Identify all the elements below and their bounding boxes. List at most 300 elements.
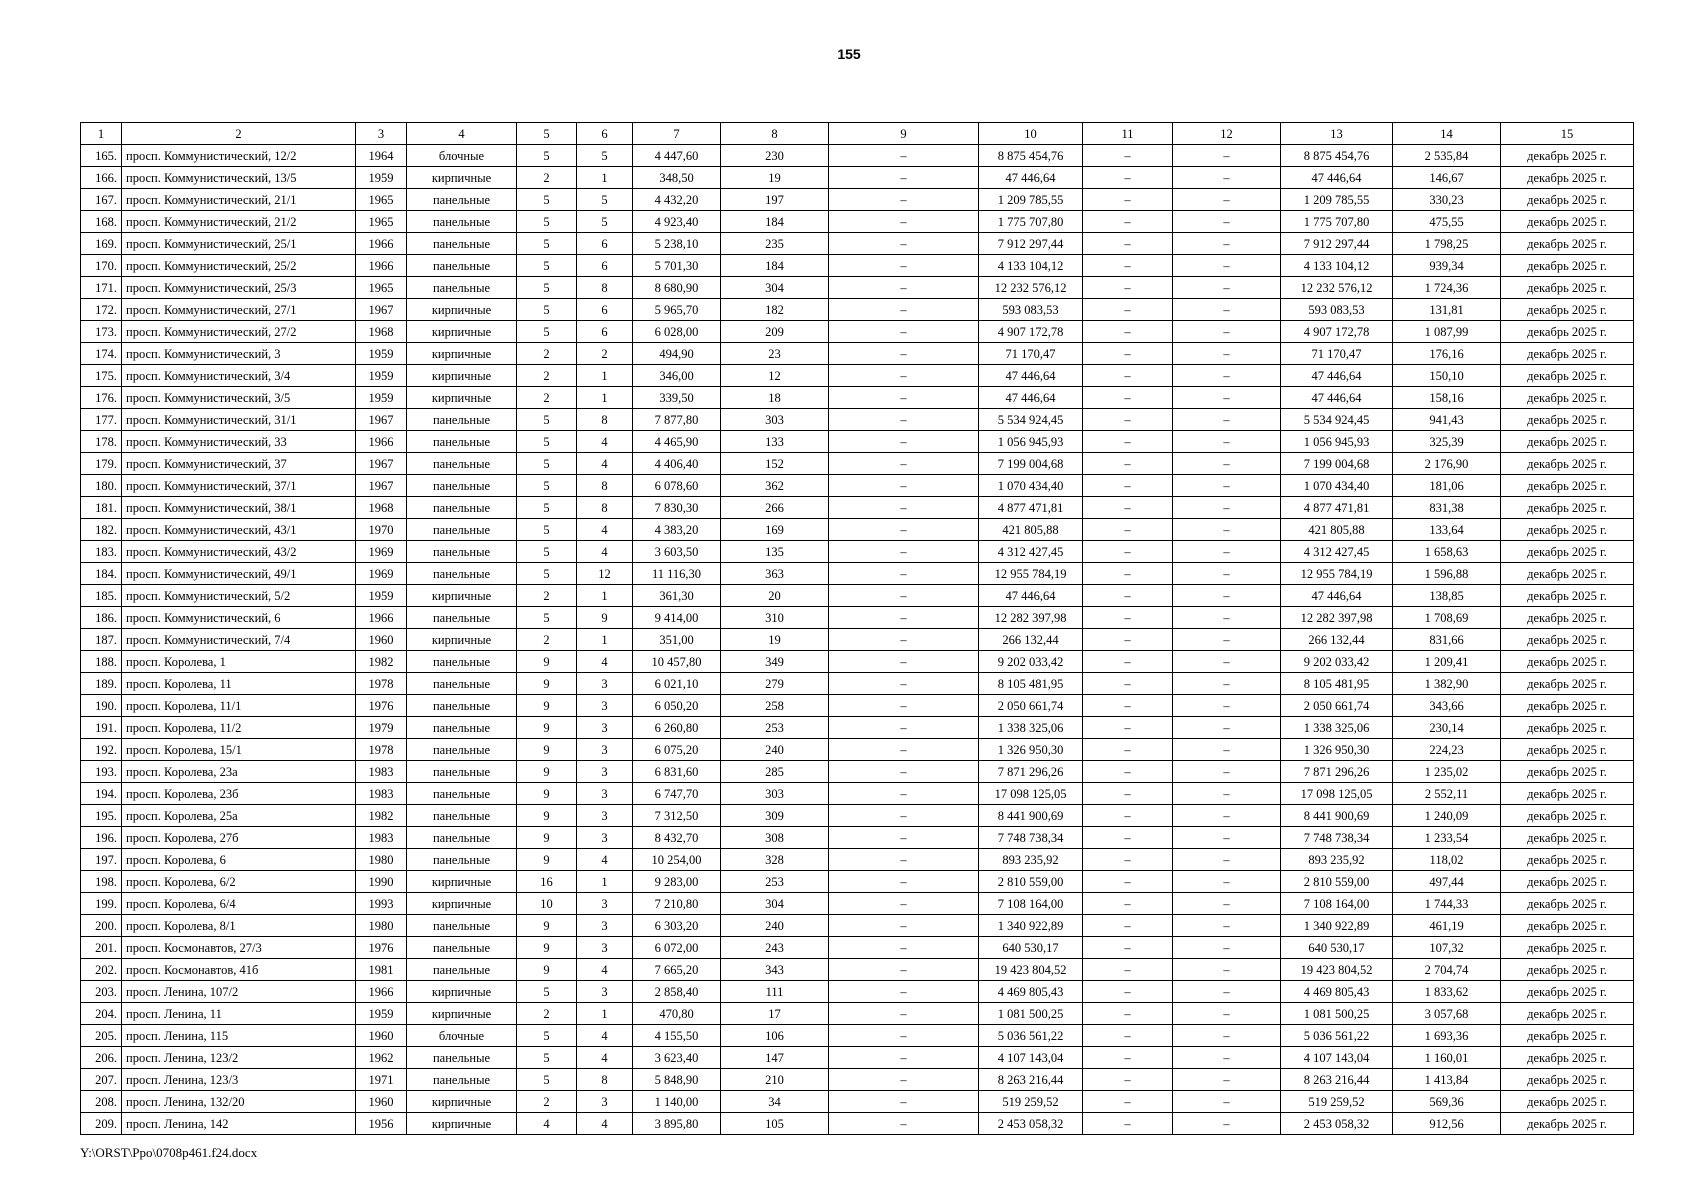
table-cell: 4 877 471,81 [1281, 497, 1393, 519]
table-cell: – [1173, 585, 1281, 607]
table-cell: 209 [721, 321, 829, 343]
table-cell: – [1083, 1091, 1173, 1113]
table-cell: 1960 [356, 1025, 407, 1047]
table-cell: 4 [577, 849, 633, 871]
table-cell: – [1173, 695, 1281, 717]
table-cell: 4 469 805,43 [1281, 981, 1393, 1003]
table-cell: – [1173, 673, 1281, 695]
table-cell: 9 [517, 673, 577, 695]
table-cell: панельные [407, 541, 517, 563]
column-number-5: 5 [517, 123, 577, 145]
table-cell: просп. Королева, 6 [122, 849, 356, 871]
table-cell: кирпичные [407, 585, 517, 607]
table-cell: декабрь 2025 г. [1501, 189, 1634, 211]
table-cell: 7 748 738,34 [1281, 827, 1393, 849]
table-cell: 1976 [356, 937, 407, 959]
table-cell: просп. Коммунистический, 37 [122, 453, 356, 475]
table-cell: декабрь 2025 г. [1501, 805, 1634, 827]
table-cell: 167. [81, 189, 122, 211]
table-cell: 6 303,20 [633, 915, 721, 937]
table-cell: 5 [577, 189, 633, 211]
table-cell: 172. [81, 299, 122, 321]
table-cell: 5 [517, 431, 577, 453]
table-cell: – [1173, 1113, 1281, 1135]
table-cell: 184 [721, 211, 829, 233]
table-cell: 12 282 397,98 [979, 607, 1083, 629]
table-cell: 182 [721, 299, 829, 321]
table-cell: 180. [81, 475, 122, 497]
table-cell: декабрь 2025 г. [1501, 607, 1634, 629]
table-cell: 6 050,20 [633, 695, 721, 717]
table-cell: просп. Коммунистический, 49/1 [122, 563, 356, 585]
table-cell: – [829, 255, 979, 277]
table-cell: – [1173, 783, 1281, 805]
table-cell: 133,64 [1393, 519, 1501, 541]
table-cell: 258 [721, 695, 829, 717]
table-cell: декабрь 2025 г. [1501, 959, 1634, 981]
table-cell: 4 447,60 [633, 145, 721, 167]
table-cell: 243 [721, 937, 829, 959]
table-cell: 1959 [356, 1003, 407, 1025]
table-cell: просп. Королева, 23б [122, 783, 356, 805]
table-cell: 1 [577, 365, 633, 387]
table-cell: 9 [517, 739, 577, 761]
table-cell: 4 133 104,12 [1281, 255, 1393, 277]
table-cell: панельные [407, 277, 517, 299]
table-cell: 253 [721, 871, 829, 893]
table-cell: 461,19 [1393, 915, 1501, 937]
table-cell: – [1173, 343, 1281, 365]
table-cell: – [829, 827, 979, 849]
table-cell: 12 [721, 365, 829, 387]
table-cell: – [1173, 387, 1281, 409]
table-cell: 1990 [356, 871, 407, 893]
table-cell: кирпичные [407, 387, 517, 409]
table-cell: декабрь 2025 г. [1501, 1091, 1634, 1113]
table-cell: 111 [721, 981, 829, 1003]
table-cell: 4 312 427,45 [979, 541, 1083, 563]
table-cell: просп. Коммунистический, 13/5 [122, 167, 356, 189]
table-row [81, 387, 1634, 409]
table-cell: панельные [407, 849, 517, 871]
table-cell: – [1083, 893, 1173, 915]
table-cell: декабрь 2025 г. [1501, 409, 1634, 431]
table-cell: 5 [517, 321, 577, 343]
table-cell: 519 259,52 [1281, 1091, 1393, 1113]
table-cell: 205. [81, 1025, 122, 1047]
table-cell: просп. Ленина, 115 [122, 1025, 356, 1047]
column-number-10: 10 [979, 123, 1083, 145]
table-cell: 5 [517, 519, 577, 541]
table-cell: 47 446,64 [1281, 365, 1393, 387]
table-cell: панельные [407, 189, 517, 211]
table-cell: 2 [517, 585, 577, 607]
table-cell: – [1083, 453, 1173, 475]
column-number-1: 1 [81, 123, 122, 145]
table-cell: 200. [81, 915, 122, 937]
table-cell: 12 232 576,12 [1281, 277, 1393, 299]
table-cell: – [1083, 937, 1173, 959]
table-row [81, 1091, 1634, 1113]
table-cell: – [829, 849, 979, 871]
table-cell: 330,23 [1393, 189, 1501, 211]
table-cell: 135 [721, 541, 829, 563]
table-cell: 6 075,20 [633, 739, 721, 761]
table-cell: – [829, 453, 979, 475]
table-cell: 1964 [356, 145, 407, 167]
table-row [81, 497, 1634, 519]
table-cell: кирпичные [407, 1003, 517, 1025]
table-cell: 5 [517, 475, 577, 497]
table-cell: 1 708,69 [1393, 607, 1501, 629]
table-row [81, 321, 1634, 343]
table-cell: – [829, 365, 979, 387]
table-cell: 170. [81, 255, 122, 277]
table-cell: 174. [81, 343, 122, 365]
table-cell: – [1173, 761, 1281, 783]
table-cell: 6 747,70 [633, 783, 721, 805]
table-cell: – [1083, 805, 1173, 827]
table-cell: – [829, 541, 979, 563]
table-cell: 362 [721, 475, 829, 497]
table-cell: 1976 [356, 695, 407, 717]
table-cell: 5 [517, 563, 577, 585]
table-cell: 310 [721, 607, 829, 629]
table-cell: 204. [81, 1003, 122, 1025]
table-cell: панельные [407, 805, 517, 827]
table-cell: 4 877 471,81 [979, 497, 1083, 519]
table-cell: – [1083, 277, 1173, 299]
table-cell: 640 530,17 [1281, 937, 1393, 959]
table-cell: 4 383,20 [633, 519, 721, 541]
table-cell: 3 057,68 [1393, 1003, 1501, 1025]
table-cell: 1 209 785,55 [1281, 189, 1393, 211]
table-cell: просп. Ленина, 123/2 [122, 1047, 356, 1069]
table-row [81, 167, 1634, 189]
table-cell: панельные [407, 409, 517, 431]
table-cell: 4 406,40 [633, 453, 721, 475]
table-cell: – [1173, 321, 1281, 343]
table-cell: 1 326 950,30 [1281, 739, 1393, 761]
table-cell: 20 [721, 585, 829, 607]
table-cell: 593 083,53 [1281, 299, 1393, 321]
table-cell: 1 070 434,40 [979, 475, 1083, 497]
table-cell: 939,34 [1393, 255, 1501, 277]
table-cell: 304 [721, 893, 829, 915]
table-cell: – [1083, 343, 1173, 365]
table-cell: – [1083, 849, 1173, 871]
table-cell: 47 446,64 [979, 365, 1083, 387]
table-cell: – [829, 387, 979, 409]
table-cell: 47 446,64 [979, 387, 1083, 409]
table-cell: – [829, 563, 979, 585]
table-cell: 7 108 164,00 [979, 893, 1083, 915]
table-cell: 5 [517, 607, 577, 629]
table-cell: 1 081 500,25 [979, 1003, 1083, 1025]
table-cell: 5 [517, 145, 577, 167]
table-cell: декабрь 2025 г. [1501, 717, 1634, 739]
table-cell: – [1083, 651, 1173, 673]
table-cell: – [1083, 717, 1173, 739]
table-row [81, 1047, 1634, 1069]
table-cell: 1 081 500,25 [1281, 1003, 1393, 1025]
table-cell: декабрь 2025 г. [1501, 431, 1634, 453]
table-cell: просп. Ленина, 132/20 [122, 1091, 356, 1113]
page-number: 155 [837, 46, 861, 62]
table-cell: 1967 [356, 475, 407, 497]
table-cell: 240 [721, 915, 829, 937]
table-cell: 2 [517, 629, 577, 651]
table-cell: – [1173, 1025, 1281, 1047]
table-cell: 1 [577, 1003, 633, 1025]
table-cell: 9 [517, 849, 577, 871]
table-cell: – [829, 607, 979, 629]
table-cell: 569,36 [1393, 1091, 1501, 1113]
table-cell: 17 [721, 1003, 829, 1025]
table-row [81, 1113, 1634, 1135]
table-cell: – [829, 1047, 979, 1069]
table-cell: 1966 [356, 233, 407, 255]
table-cell: 3 [577, 827, 633, 849]
table-cell: 6 [577, 233, 633, 255]
table-cell: 1 209,41 [1393, 651, 1501, 673]
table-cell: – [1083, 673, 1173, 695]
table-cell: – [829, 783, 979, 805]
table-cell: – [829, 189, 979, 211]
table-cell: 8 875 454,76 [1281, 145, 1393, 167]
table-cell: – [1173, 299, 1281, 321]
table-cell: 6 021,10 [633, 673, 721, 695]
table-cell: панельные [407, 827, 517, 849]
table-cell: 303 [721, 409, 829, 431]
table-cell: 831,66 [1393, 629, 1501, 651]
table-cell: 1967 [356, 453, 407, 475]
table-cell: 3 [577, 739, 633, 761]
table-cell: 240 [721, 739, 829, 761]
table-cell: – [1083, 1113, 1173, 1135]
table-body [81, 123, 1634, 1135]
table-cell: кирпичные [407, 321, 517, 343]
table-cell: 19 [721, 167, 829, 189]
table-cell: 2 [517, 365, 577, 387]
table-cell: 1 240,09 [1393, 805, 1501, 827]
table-cell: 1966 [356, 607, 407, 629]
table-cell: – [1083, 1069, 1173, 1091]
table-cell: 210 [721, 1069, 829, 1091]
table-cell: панельные [407, 739, 517, 761]
table-cell: панельные [407, 431, 517, 453]
table-cell: 4 [577, 1113, 633, 1135]
table-row [81, 233, 1634, 255]
table-cell: декабрь 2025 г. [1501, 629, 1634, 651]
table-cell: блочные [407, 1025, 517, 1047]
table-cell: – [1173, 167, 1281, 189]
table-cell: 10 [517, 893, 577, 915]
table-cell: 186. [81, 607, 122, 629]
table-cell: просп. Королева, 11/2 [122, 717, 356, 739]
table-cell: 1 326 950,30 [979, 739, 1083, 761]
table-cell: панельные [407, 1069, 517, 1091]
table-cell: 3 623,40 [633, 1047, 721, 1069]
table-cell: панельные [407, 1047, 517, 1069]
table-cell: 10 457,80 [633, 651, 721, 673]
table-cell: 9 414,00 [633, 607, 721, 629]
table-cell: 519 259,52 [979, 1091, 1083, 1113]
table-cell: декабрь 2025 г. [1501, 827, 1634, 849]
table-cell: 47 446,64 [979, 585, 1083, 607]
table-cell: – [1173, 365, 1281, 387]
table-row [81, 453, 1634, 475]
table-cell: 1983 [356, 761, 407, 783]
table-cell: 183. [81, 541, 122, 563]
table-cell: просп. Коммунистический, 27/2 [122, 321, 356, 343]
table-cell: просп. Королева, 6/2 [122, 871, 356, 893]
table-cell: 4 133 104,12 [979, 255, 1083, 277]
table-cell: 4 [577, 541, 633, 563]
table-cell: панельные [407, 607, 517, 629]
table-cell: 2 [517, 1003, 577, 1025]
table-cell: – [1083, 409, 1173, 431]
table-cell: 187. [81, 629, 122, 651]
table-cell: 421 805,88 [1281, 519, 1393, 541]
table-cell: 1960 [356, 629, 407, 651]
table-cell: 147 [721, 1047, 829, 1069]
table-row [81, 717, 1634, 739]
table-cell: 1971 [356, 1069, 407, 1091]
table-cell: – [829, 145, 979, 167]
table-cell: 893 235,92 [1281, 849, 1393, 871]
column-number-15: 15 [1501, 123, 1634, 145]
table-cell: 196. [81, 827, 122, 849]
table-cell: 1969 [356, 563, 407, 585]
table-cell: 2 050 661,74 [979, 695, 1083, 717]
table-cell: 308 [721, 827, 829, 849]
table-cell: 190. [81, 695, 122, 717]
table-cell: – [1173, 871, 1281, 893]
table-cell: 1 [577, 629, 633, 651]
table-cell: блочные [407, 145, 517, 167]
table-cell: панельные [407, 783, 517, 805]
table-cell: 4 [577, 453, 633, 475]
table-cell: 192. [81, 739, 122, 761]
table-cell: декабрь 2025 г. [1501, 277, 1634, 299]
table-cell: 146,67 [1393, 167, 1501, 189]
table-cell: 266 132,44 [1281, 629, 1393, 651]
table-cell: 9 [517, 915, 577, 937]
table-cell: кирпичные [407, 167, 517, 189]
table-cell: – [1083, 585, 1173, 607]
table-cell: декабрь 2025 г. [1501, 871, 1634, 893]
table-cell: 475,55 [1393, 211, 1501, 233]
table-cell: 7 877,80 [633, 409, 721, 431]
table-cell: 3 [577, 761, 633, 783]
table-cell: 1 658,63 [1393, 541, 1501, 563]
table-cell: – [1083, 211, 1173, 233]
table-cell: – [1083, 1003, 1173, 1025]
table-cell: 1959 [356, 365, 407, 387]
table-cell: 224,23 [1393, 739, 1501, 761]
table-cell: просп. Ленина, 11 [122, 1003, 356, 1025]
table-cell: – [1083, 959, 1173, 981]
table-row [81, 915, 1634, 937]
table-cell: 7 210,80 [633, 893, 721, 915]
table-cell: 2 [517, 343, 577, 365]
table-cell: кирпичные [407, 1113, 517, 1135]
table-cell: панельные [407, 453, 517, 475]
table-cell: – [829, 321, 979, 343]
table-cell: 7 312,50 [633, 805, 721, 827]
table-cell: декабрь 2025 г. [1501, 1113, 1634, 1135]
table-cell: 138,85 [1393, 585, 1501, 607]
table-cell: 1968 [356, 497, 407, 519]
table-cell: 1 233,54 [1393, 827, 1501, 849]
table-row [81, 145, 1634, 167]
table-cell: 209. [81, 1113, 122, 1135]
table-row [81, 893, 1634, 915]
column-number-12: 12 [1173, 123, 1281, 145]
table-cell: 107,32 [1393, 937, 1501, 959]
table-cell: декабрь 2025 г. [1501, 475, 1634, 497]
table-cell: 118,02 [1393, 849, 1501, 871]
table-cell: 71 170,47 [1281, 343, 1393, 365]
table-cell: 178. [81, 431, 122, 453]
table-cell: просп. Коммунистический, 3/4 [122, 365, 356, 387]
table-cell: – [829, 233, 979, 255]
table-row [81, 761, 1634, 783]
table-cell: просп. Коммунистический, 43/1 [122, 519, 356, 541]
table-cell: 1983 [356, 827, 407, 849]
table-row [81, 739, 1634, 761]
table-cell: 199. [81, 893, 122, 915]
column-number-7: 7 [633, 123, 721, 145]
table-cell: 1965 [356, 189, 407, 211]
table-cell: панельные [407, 959, 517, 981]
table-cell: – [829, 761, 979, 783]
table-cell: 203. [81, 981, 122, 1003]
table-cell: – [1173, 431, 1281, 453]
table-cell: – [1083, 981, 1173, 1003]
table-cell: декабрь 2025 г. [1501, 651, 1634, 673]
table-cell: 7 871 296,26 [979, 761, 1083, 783]
table-cell: – [829, 893, 979, 915]
table-cell: 4 923,40 [633, 211, 721, 233]
table-cell: 1 775 707,80 [1281, 211, 1393, 233]
table-cell: просп. Коммунистический, 5/2 [122, 585, 356, 607]
table-cell: просп. Космонавтов, 27/3 [122, 937, 356, 959]
table-cell: 5 [517, 453, 577, 475]
column-number-9: 9 [829, 123, 979, 145]
table-cell: 1 087,99 [1393, 321, 1501, 343]
table-cell: кирпичные [407, 365, 517, 387]
table-cell: 7 108 164,00 [1281, 893, 1393, 915]
table-cell: декабрь 2025 г. [1501, 233, 1634, 255]
table-cell: 3 [577, 893, 633, 915]
table-cell: кирпичные [407, 299, 517, 321]
table-cell: – [829, 651, 979, 673]
table-cell: – [829, 211, 979, 233]
table-cell: – [1173, 629, 1281, 651]
table-row [81, 673, 1634, 695]
table-cell: 173. [81, 321, 122, 343]
table-cell: 1 382,90 [1393, 673, 1501, 695]
table-cell: 12 955 784,19 [1281, 563, 1393, 585]
table-cell: – [829, 1091, 979, 1113]
table-cell: декабрь 2025 г. [1501, 497, 1634, 519]
table-cell: – [1173, 277, 1281, 299]
table-cell: 8 441 900,69 [979, 805, 1083, 827]
table-cell: – [1083, 607, 1173, 629]
table-cell: 206. [81, 1047, 122, 1069]
